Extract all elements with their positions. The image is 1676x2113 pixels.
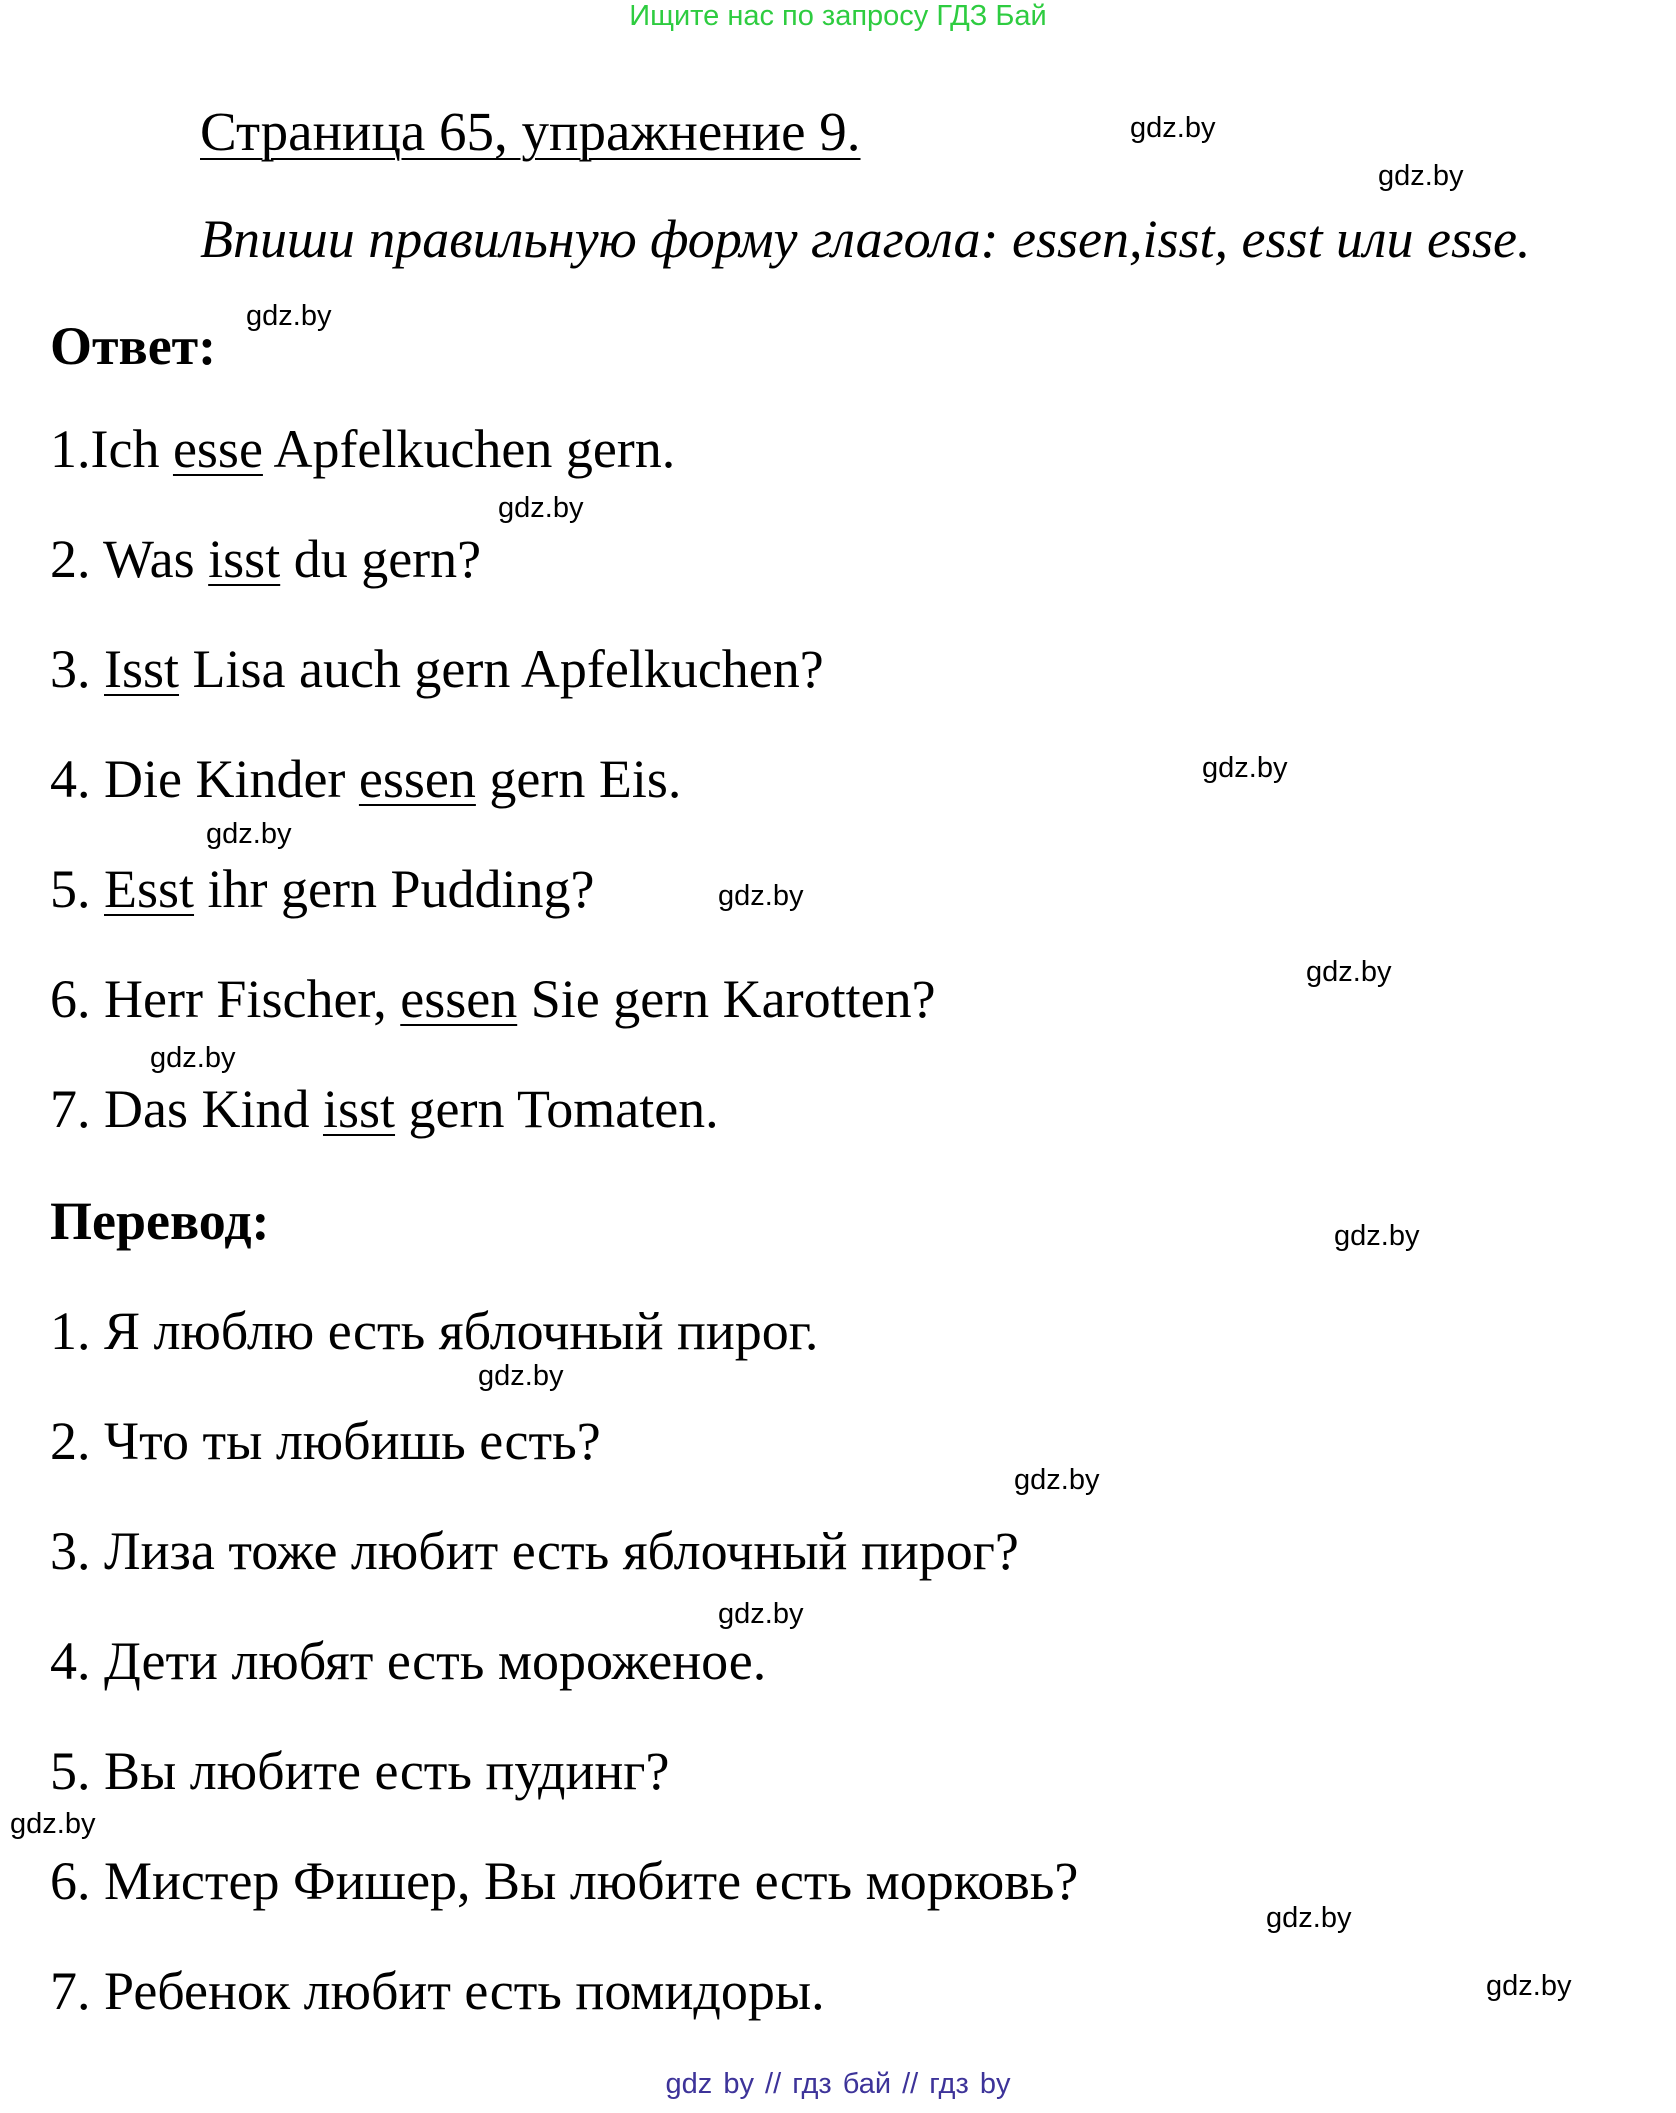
answer-prefix: 2. Was: [50, 529, 209, 589]
translation-line-4: 4. Дети любят есть мороженое.: [50, 1631, 767, 1691]
translation-line-3: 3. Лиза тоже любит есть яблочный пирог?: [50, 1521, 1019, 1581]
answer-prefix: 5.: [50, 859, 104, 919]
answer-suffix: Lisa auch gern Apfelkuchen?: [179, 639, 824, 699]
footer: gdz by // гдз бай // гдз by: [665, 2068, 1011, 2100]
watermark: gdz.by: [1378, 160, 1464, 192]
answer-verb: Esst: [104, 859, 195, 919]
answer-suffix: Sie gern Karotten?: [517, 969, 936, 1029]
translation-heading: Перевод:: [50, 1191, 270, 1251]
answer-verb: isst: [322, 1079, 396, 1139]
answer-suffix: Apfelkuchen gern.: [262, 419, 676, 479]
watermark: gdz.by: [478, 1360, 564, 1392]
answer-line-1: [50, 418, 675, 480]
answer-verb: Isst: [104, 639, 180, 699]
watermark: gdz.by: [1306, 956, 1392, 988]
translation-line-5: 5. Вы любите есть пудинг?: [50, 1741, 670, 1801]
translation-line-6: 6. Мистер Фишер, Вы любите есть морковь?: [50, 1851, 1079, 1911]
watermark: gdz.by: [1130, 112, 1216, 144]
watermark: gdz.by: [1334, 1220, 1420, 1252]
watermark: gdz.by: [10, 1808, 96, 1840]
watermark: gdz.by: [1266, 1902, 1352, 1934]
answer-verb: essen: [400, 969, 518, 1029]
translation-line-1: 1. Я люблю есть яблочный пирог.: [50, 1301, 819, 1361]
answer-suffix: gern Tomaten.: [395, 1079, 719, 1139]
watermark: gdz.by: [718, 1598, 804, 1630]
watermark: gdz.by: [1486, 1970, 1572, 2002]
answer-prefix: 3.: [50, 639, 104, 699]
answer-verb: esse: [172, 419, 263, 479]
watermark: gdz.by: [1202, 752, 1288, 784]
watermark: gdz.by: [206, 818, 292, 850]
task-instruction: Впиши правильную форму глагола: essen,isst, esst или esse.: [200, 209, 1531, 269]
answer-line-3: [50, 638, 824, 700]
answer-line-6: [50, 968, 936, 1030]
watermark: gdz.by: [246, 300, 332, 332]
page-title: Страница 65, упражнение 9.: [200, 101, 861, 162]
watermark: gdz.by: [150, 1042, 236, 1074]
watermark: gdz.by: [1014, 1464, 1100, 1496]
answer-verb: isst: [208, 529, 281, 589]
answer-prefix: 1.Ich: [50, 419, 173, 479]
answer-verb: essen: [358, 749, 476, 809]
translation-line-2: 2. Что ты любишь есть?: [50, 1411, 601, 1471]
answer-heading: Ответ:: [50, 316, 217, 376]
translation-line-7: 7. Ребенок любит есть помидоры.: [50, 1961, 825, 2021]
watermark: gdz.by: [718, 880, 804, 912]
answer-line-7: [50, 1078, 719, 1140]
watermark: gdz.by: [498, 492, 584, 524]
top-banner: Ищите нас по запросу ГДЗ Бай: [629, 0, 1047, 32]
answer-suffix: gern Eis.: [475, 749, 682, 809]
answer-suffix: ihr gern Pudding?: [194, 859, 595, 919]
answer-line-5: [50, 858, 594, 920]
answer-line-4: [50, 748, 681, 810]
answer-prefix: 7. Das Kind: [50, 1079, 323, 1139]
answer-suffix: du gern?: [280, 529, 482, 589]
answer-line-2: [50, 528, 481, 590]
answer-prefix: 6. Herr Fischer,: [50, 969, 401, 1029]
answer-prefix: 4. Die Kinder: [50, 749, 359, 809]
